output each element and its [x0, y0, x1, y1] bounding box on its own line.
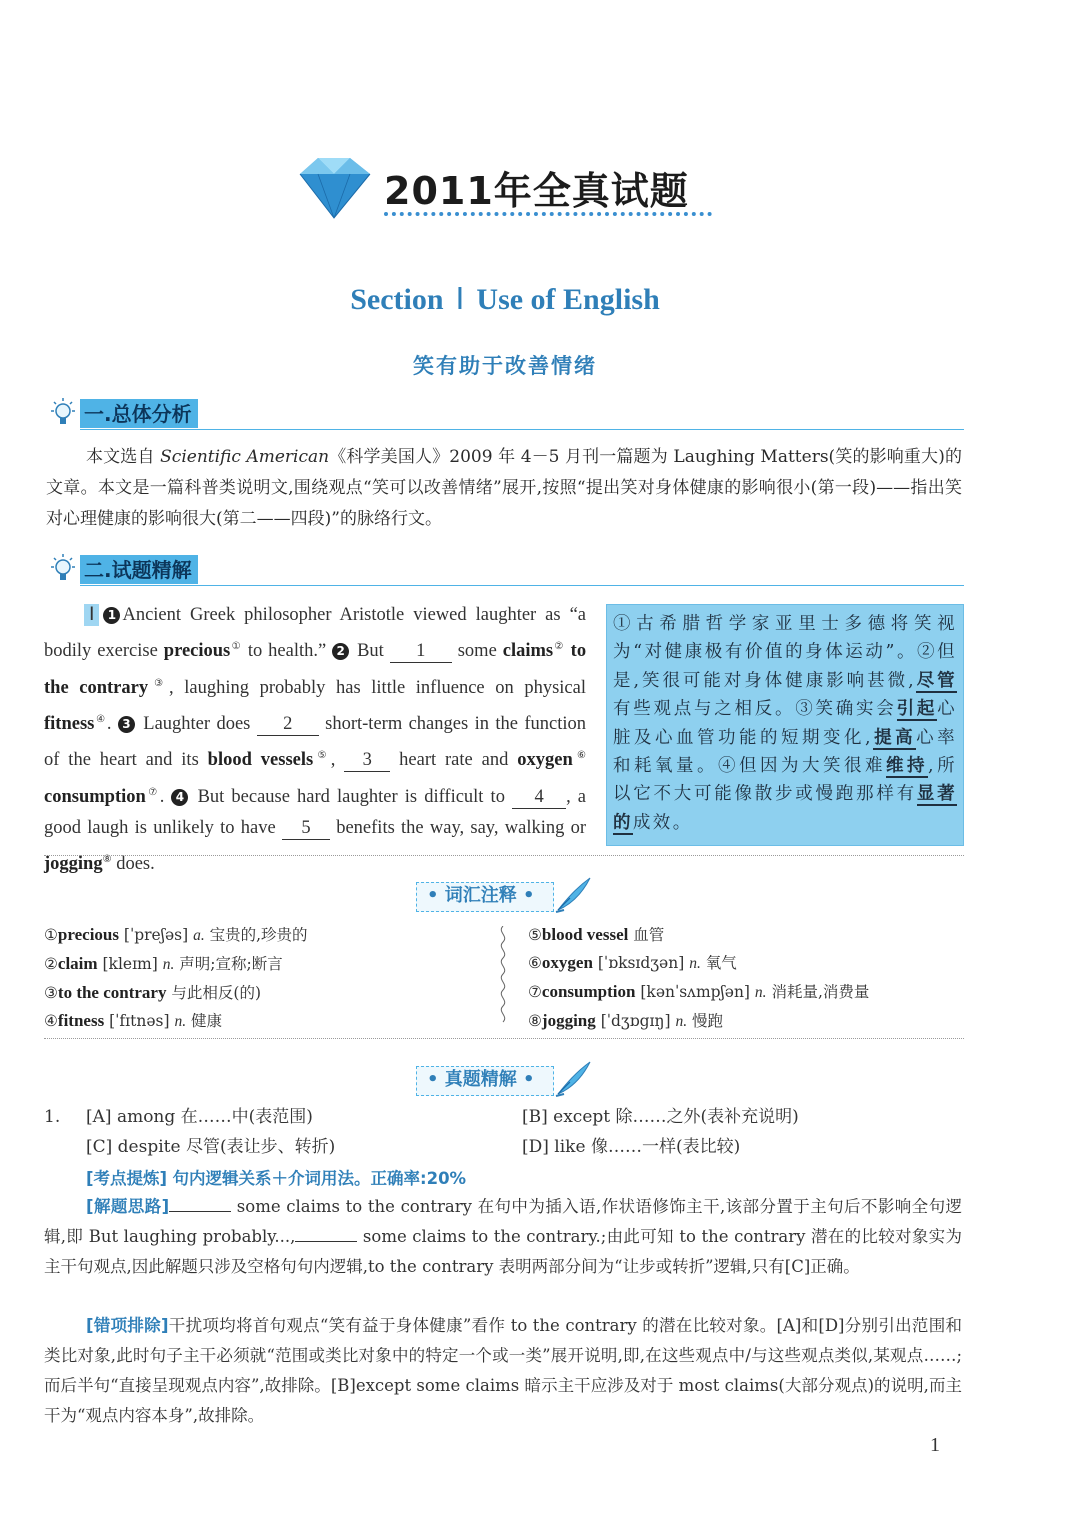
analysis-text-a: 本文选自: [86, 447, 155, 467]
key-term: 尽管: [916, 670, 957, 691]
vocab-item: ②claim [kleɪm] n. 声明;宣称;断言: [44, 954, 283, 973]
option-b[interactable]: [B] except 除……之外(表补充说明): [522, 1107, 799, 1127]
note-ref: ①: [230, 641, 242, 653]
translation-part: 有些观点与之相反。③笑确实会: [613, 699, 897, 720]
vocab-item: ③to the contrary 与此相反(的): [44, 983, 262, 1002]
option-d[interactable]: [D] like 像……一样(表比较): [522, 1137, 741, 1157]
title-underline: [384, 212, 712, 216]
section-heading: [0, 282, 1010, 317]
quill-pen-icon: [554, 1058, 594, 1098]
vocab-word: jogging: [44, 854, 103, 875]
section-roman: Ⅰ: [455, 283, 465, 316]
note-ref: ④: [94, 713, 107, 725]
sentence-text: Ancient Greek philosopher Aristotle viewed laughter as “a bodily exercise: [44, 605, 586, 662]
sentence-text: heart rate and: [399, 750, 509, 771]
heading-rule: [80, 585, 964, 586]
sentence-marker: 2: [332, 643, 349, 660]
section-divider: [44, 1038, 964, 1039]
section-word: Section: [350, 283, 444, 316]
sentence-text: to health.”: [247, 641, 327, 662]
heading-rule: [80, 429, 964, 430]
section-name: Use of English: [476, 283, 660, 316]
sentence-text: But because hard laughter is difficult to: [197, 786, 505, 807]
vocab-word: claims: [502, 641, 554, 662]
vocab-word: precious: [163, 641, 231, 662]
translation-text: [613, 610, 957, 837]
blank-4[interactable]: 4: [512, 786, 566, 809]
source-title: Scientific American: [160, 447, 330, 467]
answers-heading: • 真题精解 •: [416, 1066, 554, 1096]
note-ref: ⑧: [102, 854, 112, 866]
note-ref: ⑥: [572, 750, 587, 762]
analysis-heading: 一.总体分析: [80, 399, 198, 428]
answer-blank: [169, 1197, 231, 1212]
lightbulb-icon: [46, 396, 80, 430]
translation-part: ①古希腊哲学家亚里士多德将笑视为“对健康极有价值的身体运动”。②但是,笑很可能对身体健康影响甚微,: [613, 614, 957, 691]
sentence-text: short-term changes in the function of the heart and its: [44, 714, 586, 771]
note-ref: ②: [553, 641, 565, 653]
translation-box: [606, 604, 964, 846]
sentence-text: , laughing probably has little influence on physical: [169, 677, 586, 698]
key-term: 显著的: [613, 784, 957, 833]
solution-idea: [44, 1192, 962, 1282]
translation-part: ,所以它不大可能像散步或慢跑那样有: [613, 756, 957, 805]
translation-part: 成效。: [632, 812, 693, 833]
vocab-heading: • 词汇注释 •: [416, 882, 554, 912]
blank-2[interactable]: 2: [257, 713, 319, 736]
sentence-text: Laughter does: [143, 714, 251, 735]
elimination-tag: [错项排除]: [86, 1316, 169, 1335]
vocab-word: blood vessels: [207, 750, 314, 771]
elimination: [44, 1311, 962, 1431]
translation-part: 心脏及心血管功能的短期变化,: [613, 699, 957, 748]
vocab-item: ⑦consumption [kənˈsʌmpʃən] n. 消耗量,消费量: [528, 982, 870, 1001]
sentence-text: benefits the way, say, walking or: [336, 818, 587, 838]
sentence-text: ,: [330, 750, 336, 771]
reading-passage: [44, 600, 586, 881]
explain-heading-bar: [46, 552, 964, 590]
sentence-text: .: [159, 786, 165, 807]
sentence-marker: 1: [103, 607, 120, 624]
sentence-marker: 4: [171, 789, 188, 806]
sentence-marker: 3: [118, 716, 135, 733]
idea-tag: [解题思路]: [86, 1197, 170, 1216]
blank-1[interactable]: 1: [390, 640, 452, 663]
sentence-text: But: [357, 641, 384, 662]
answer-blank: [295, 1227, 357, 1242]
key-term: 提高: [872, 727, 917, 748]
vocab-right-column: [528, 921, 869, 1036]
vocab-item: ⑧jogging [ˈdʒɒgɪŋ] n. 慢跑: [528, 1011, 724, 1030]
lightbulb-icon: [46, 552, 80, 586]
sentence-text: .: [106, 714, 112, 735]
vocab-left-column: [44, 921, 308, 1036]
idea-text-a: some claims to the contrary 在句中为插入语,作状语修饰主干,该部分置于主句后不影响全句逻辑,即 But laughing probably...,: [44, 1197, 962, 1246]
idea-text-b: some claims to the contrary.;由此可知 to the contrary 潜在的比较对象实为主干句观点,因此解题只涉及空格句句内逻辑,to the contrary 表明两部分间为“让步或转折”逻辑,只有[C]正确。: [44, 1227, 962, 1276]
key-term: 维持: [886, 756, 929, 777]
question-number: 1.: [44, 1107, 61, 1127]
analysis-text-b: 《科学美国人》2009 年 4－5 月刊一篇题为 Laughing Matters(笑的影响重大)的文章。本文是一篇科普类说明文,围绕观点“笑可以改善情绪”展开,按照“提出笑对身体健康的影响很小(第一段)——指出笑对心理健康的影响很大(第二——四段)”的脉络行文。: [46, 447, 962, 529]
vocab-word: fitness: [44, 714, 95, 735]
key-point-text: 句内逻辑关系＋介词用法。正确率:20%: [172, 1169, 467, 1188]
diamond-icon: [294, 152, 374, 222]
section-divider: [44, 855, 964, 856]
vocab-word: consumption: [44, 786, 146, 807]
vocab-word: to the contrary: [44, 641, 587, 698]
blank-3[interactable]: 3: [344, 749, 390, 772]
analysis-heading-bar: [46, 396, 964, 434]
key-point-tag: [考点提炼]: [86, 1169, 168, 1188]
option-a[interactable]: [A] among 在……中(表范围): [86, 1107, 313, 1127]
analysis-paragraph: [46, 442, 962, 535]
vocab-item: ①precious [ˈpreʃəs] a. 宝贵的,珍贵的: [44, 925, 308, 944]
sentence-text: some: [457, 641, 497, 662]
column-divider: [497, 926, 509, 1026]
sentence-text: , a good laugh is unlikely to have: [44, 786, 587, 838]
option-c[interactable]: [C] despite 尽管(表让步、转折): [86, 1137, 336, 1157]
vocab-item: ⑥oxygen [ˈɒksɪdʒən] n. 氧气: [528, 953, 737, 972]
article-subtitle: 笑有助于改善情绪: [413, 354, 597, 378]
note-ref: ⑤: [313, 750, 331, 762]
vocab-item: ④fitness [ˈfɪtnəs] n. 健康: [44, 1011, 223, 1030]
paragraph-tag: Ⅰ: [84, 604, 99, 626]
elimination-text: 干扰项均将首句观点“笑有益于身体健康”看作 to the contrary 的潜在比较对象。[A]和[D]分别引出范围和类比对象,此时句子主干必须就“范围或类比对象中的特定一个或一类”展开说明,即,在这些观点中/与这些观点类似,某观点……;而后半句“直接呈现观点内容”,故排除。[B]except some claims 暗示主干应涉及对于 most claims(大部分观点)的说明,而主干为“观点内容本身”,故排除。: [44, 1316, 962, 1425]
blank-5[interactable]: 5: [282, 817, 330, 840]
key-term: 引起: [896, 699, 938, 720]
quill-pen-icon: [554, 874, 594, 914]
vocab-item: ⑤blood vessel 血管: [528, 925, 665, 944]
explain-heading: 二.试题精解: [80, 555, 198, 584]
note-ref: ⑦: [145, 786, 160, 798]
key-point-line: [86, 1164, 466, 1194]
vocab-word: oxygen: [517, 750, 573, 771]
sentence-text: does.: [116, 854, 155, 875]
page-number: 1: [930, 1434, 940, 1456]
page-title: 2011年全真试题: [384, 169, 689, 213]
note-ref: ③: [148, 677, 170, 689]
translation-part: 心率和耗氧量。④但因为大笑很难: [613, 727, 957, 777]
